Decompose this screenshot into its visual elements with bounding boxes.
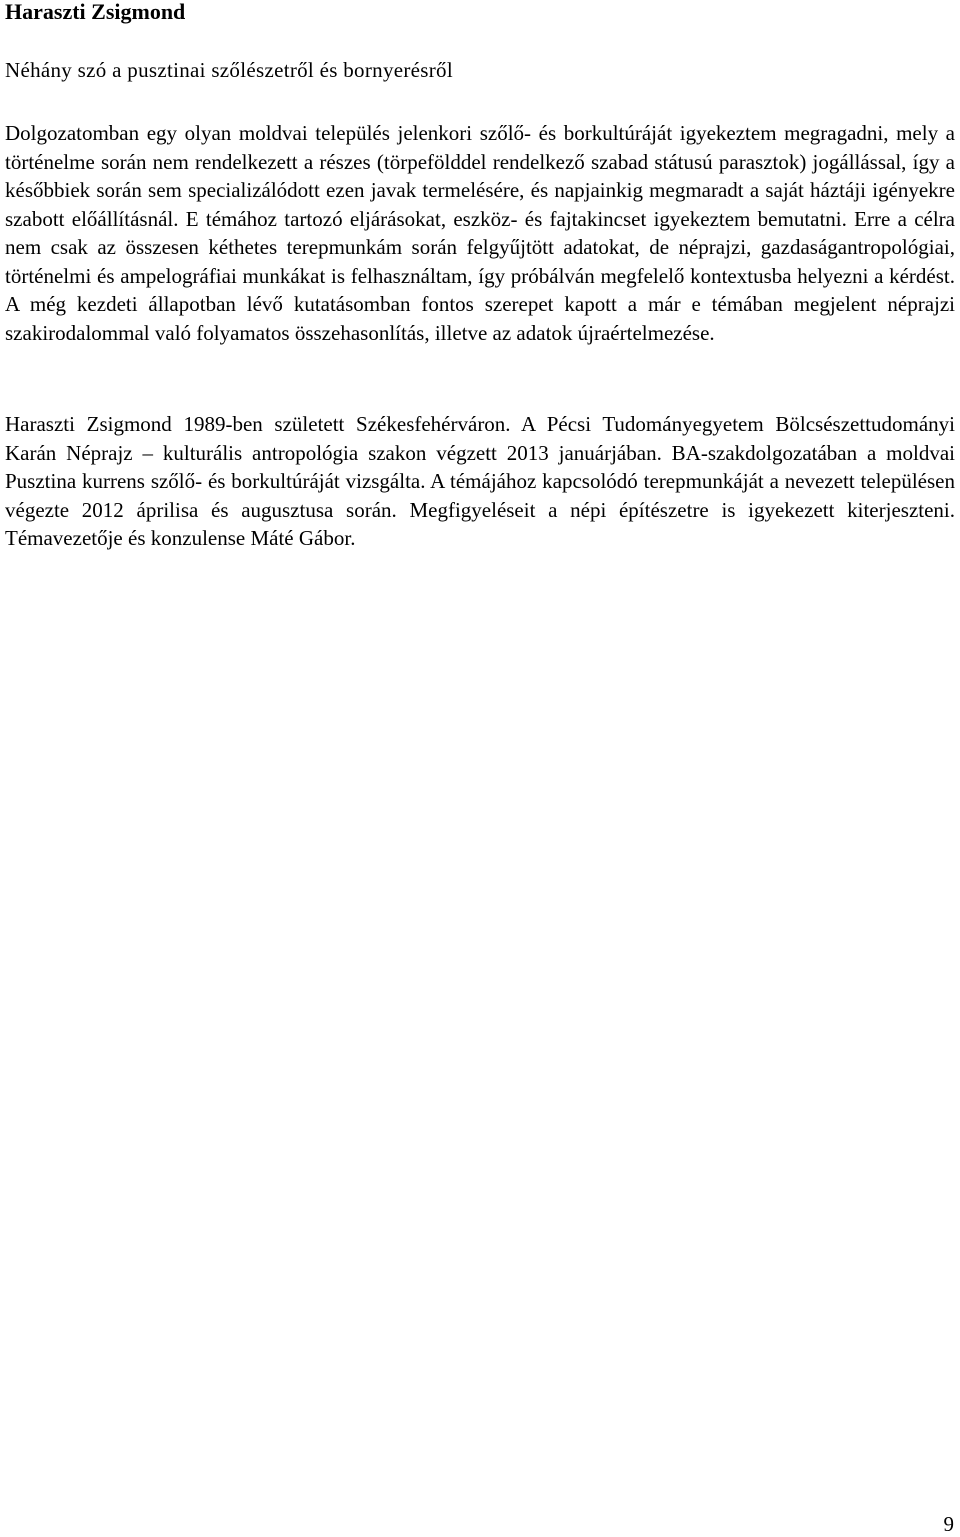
document-page [5,0,955,553]
author-name: Haraszti Zsigmond [5,0,186,24]
article-title: Néhány szó a pusztinai szőlészetről és bornyerésről [5,58,453,82]
page-number: 9 [943,1512,954,1536]
author-bio-paragraph: Haraszti Zsigmond 1989-ben született Székesfehérváron. A Pécsi Tudományegyetem Bölcsészettudományi Karán Néprajz – kulturális antropológia szakon végzett 2013 januárjában. BA-szakdolgozatában a moldvai Pusztina kurrens szőlő- és borkultúráját vizsgálta. A témájához kapcsolódó terepmunkáját a nevezett településen végezte 2012 áprilisa és augusztusa során. Megfigyeléseit a népi építészetre is igyekezett kiterjeszteni. Témavezetője és konzulense Máté Gábor. [5,412,955,550]
abstract-paragraph: Dolgozatomban egy olyan moldvai település jelenkori szőlő- és borkultúráját igyekeztem megragadni, mely a történelme során nem rendelkezett a részes (törpefölddel rendelkező szabad státusú parasztok) jogállással, így a későbbiek során sem specializálódott ezen javak termelésére, és napjainkig megmaradt a saját háztáji igényekre szabott előállításnál. E témához tartozó eljárásokat, eszköz- és fajtakincset igyekeztem bemutatni. Erre a célra nem csak az összesen kéthetes terepmunkám során felgyűjtött adatokat, de néprajzi, gazdaságantropológiai, történelmi és ampelográfiai munkákat is felhasználtam, így próbálván megfelelő kontextusba helyezni a kérdést. A még kezdeti állapotban lévő kutatásomban fontos szerepet kapott a már e témában megjelent néprajzi szakirodalommal való folyamatos összehasonlítás, illetve az adatok újraértelmezése. [5,121,955,345]
